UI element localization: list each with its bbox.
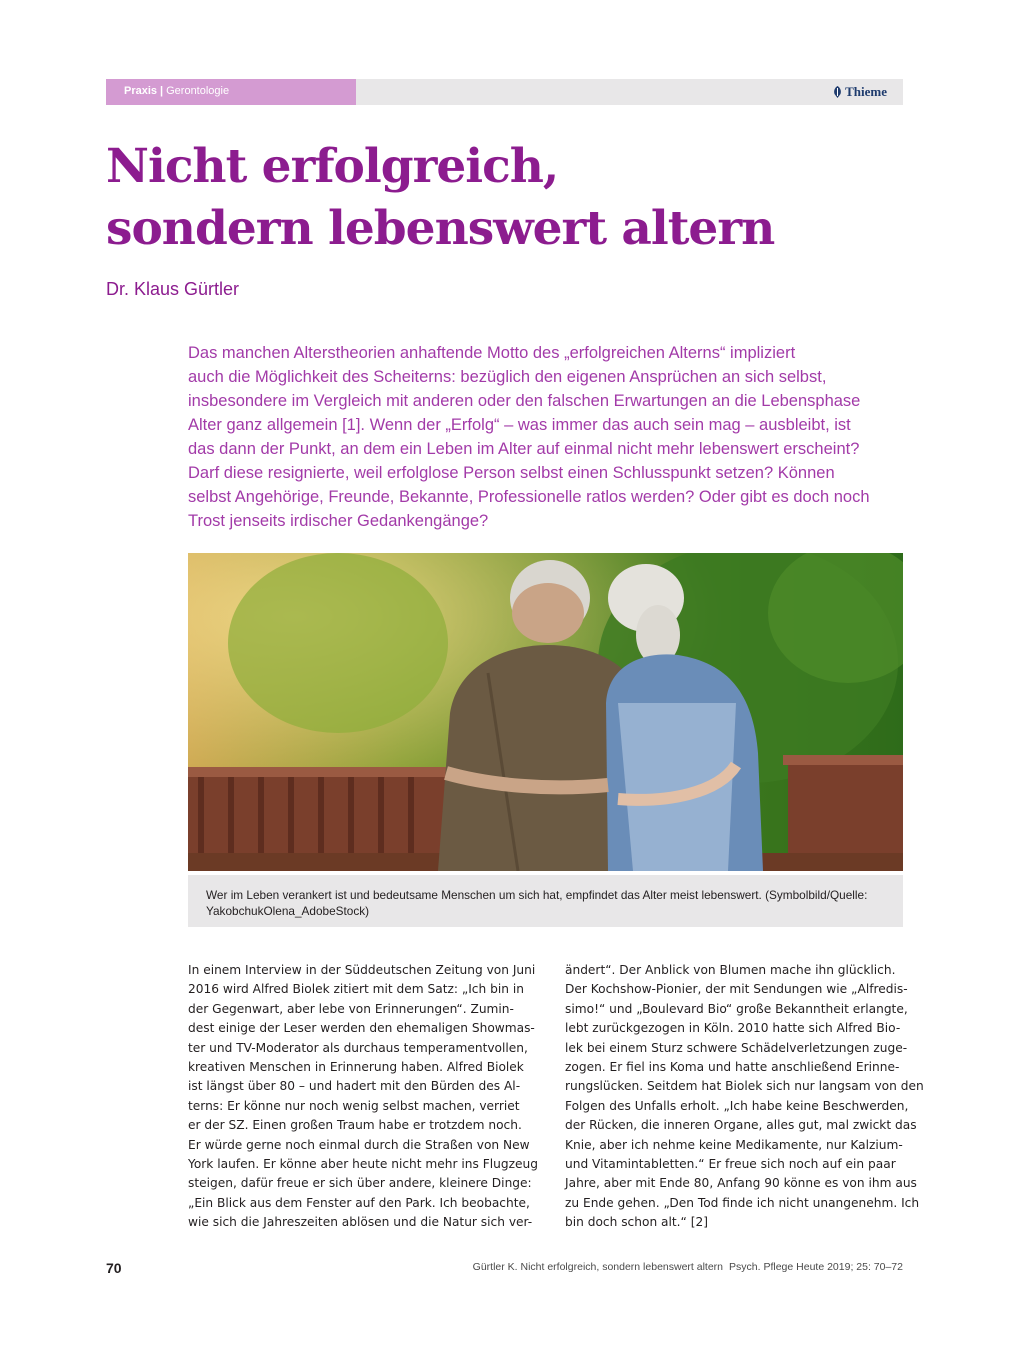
brand-name: Thieme [845,84,887,99]
title-line: Nicht erfolgreich, [106,139,559,194]
body-line: kreativen Menschen in Erinnerung haben. Alfred Biolek [188,1060,524,1075]
article-title [106,136,774,260]
body-line: zu Ende gehen. „Den Tod finde ich nicht unangenehm. Ich [565,1195,920,1210]
abstract-line: Darf diese resignierte, weil erfolglose Person selbst einen Schlusspunkt setzen? Können [188,464,835,482]
body-line: Der Kochshow-Pionier, der mit Sendungen wie „Alfredis- [565,982,908,997]
body-line: lebt zurückgezogen in Köln. 2010 hatte sich Alfred Bio- [565,1021,901,1036]
abstract-line: Alter ganz allgemein [1]. Wenn der „Erfolg“ – was immer das auch sein mag – ausbleibt, ist [188,416,851,434]
caption-line: YakobchukOlena_AdobeStock) [206,904,370,918]
header-bar [106,79,903,105]
body-line: Knie, aber ich nehme keine Medikamente, nur Kalzium- [565,1137,903,1152]
body-line: rungslücken. Seitdem hat Biolek sich nur langsam von den [565,1079,924,1094]
body-line: steigen, dafür freue er sich über andere, kleinere Dinge: [188,1176,532,1191]
citation-article: Gürtler K. Nicht erfolgreich, sondern lebenswert altern [472,1261,724,1273]
title-line: sondern lebenswert altern [106,201,775,256]
body-line: Folgen des Unfalls erholt. „Ich habe keine Beschwerden, [565,1098,909,1113]
subsection-name: Gerontologie [166,85,230,97]
body-line: ändert“. Der Anblick von Blumen mache ihn glücklich. [565,963,896,977]
citation-footer [473,1261,903,1273]
abstract-line: Trost jenseits irdischer Gedankengänge? [188,512,489,530]
body-line: und Vitamintabletten.“ Er freue sich noch auf ein paar [565,1157,896,1172]
body-line: simo!“ und „Boulevard Bio“ große Bekanntheit erlangte, [565,1001,908,1016]
body-line: ist längst über 80 – und hadert mit den Bürden des Al- [188,1079,521,1094]
section-name: Praxis [124,85,158,97]
body-line: Jahre, aber mit Ende 80, Anfang 90 könne es von ihm aus [565,1176,917,1191]
publisher-brand [833,84,887,100]
citation-journal: Psych. Pflege Heute 2019; 25: 70–72 [729,1261,903,1273]
thieme-logo-icon [833,86,842,98]
abstract-line: Das manchen Alterstheorien anhaftende Motto des „erfolgreichen Alterns“ impliziert [188,344,796,362]
body-line: In einem Interview in der Süddeutschen Zeitung von Juni [188,963,536,977]
abstract-line: auch die Möglichkeit des Scheiterns: bezüglich den eigenen Ansprüchen an sich selbst, [188,368,827,386]
body-line: 2016 wird Alfred Biolek zitiert mit dem Satz: „Ich bin in [188,982,524,997]
body-column-left [188,961,538,1233]
article-photo [188,553,903,871]
body-line: ter und TV-Moderator als durchaus temperamentvollen, [188,1040,528,1055]
body-line: Er würde gerne noch einmal durch die Straßen von New [188,1137,530,1152]
body-line: er der SZ. Einen großen Traum habe er trotzdem noch. [188,1118,522,1133]
article-author: Dr. Klaus Gürtler [106,279,240,299]
body-line: wie sich die Jahreszeiten ablösen und die Natur sich ver- [188,1215,533,1230]
body-column-right [565,961,924,1233]
caption-line: Wer im Leben verankert ist und bedeutsame Menschen um sich hat, empfindet das Alter meist lebenswert. (Symbolbild/Quelle: [206,888,868,902]
page-number: 70 [106,1260,122,1276]
section-label [106,79,356,105]
body-line: dest einige der Leser werden den ehemaligen Showmas- [188,1021,535,1036]
body-line: terns: Er könne nur noch wenig selbst machen, verriet [188,1098,520,1113]
abstract-line: selbst Angehörige, Freunde, Bekannte, Professionelle ratlos werden? Oder gibt es doch noch [188,488,870,506]
photo-caption [188,875,903,927]
section-separator: | [160,85,164,97]
body-line: York laufen. Er könne aber heute nicht mehr ins Flugzeug [188,1157,538,1172]
body-line: zogen. Er fiel ins Koma und hatte anschließend Erinne- [565,1060,900,1075]
abstract-line: insbesondere im Vergleich mit anderen oder den falschen Erwartungen an die Lebensphase [188,392,861,410]
body-line: „Ein Blick aus dem Fenster auf den Park. Ich beobachte, [188,1195,530,1210]
body-line: der Gegenwart, aber lebe von Erinnerungen“. Zumin- [188,1001,514,1016]
body-line: lek bei einem Sturz schwere Schädelverletzungen zuge- [565,1040,908,1055]
body-line: bin doch schon alt.“ [2] [565,1215,709,1230]
abstract-line: das dann der Punkt, an dem ein Leben im Alter auf einmal nicht mehr lebenswert erscheint? [188,440,860,458]
article-abstract [188,341,904,533]
body-line: der Rücken, die inneren Organe, alles gut, mal zwickt das [565,1118,917,1133]
